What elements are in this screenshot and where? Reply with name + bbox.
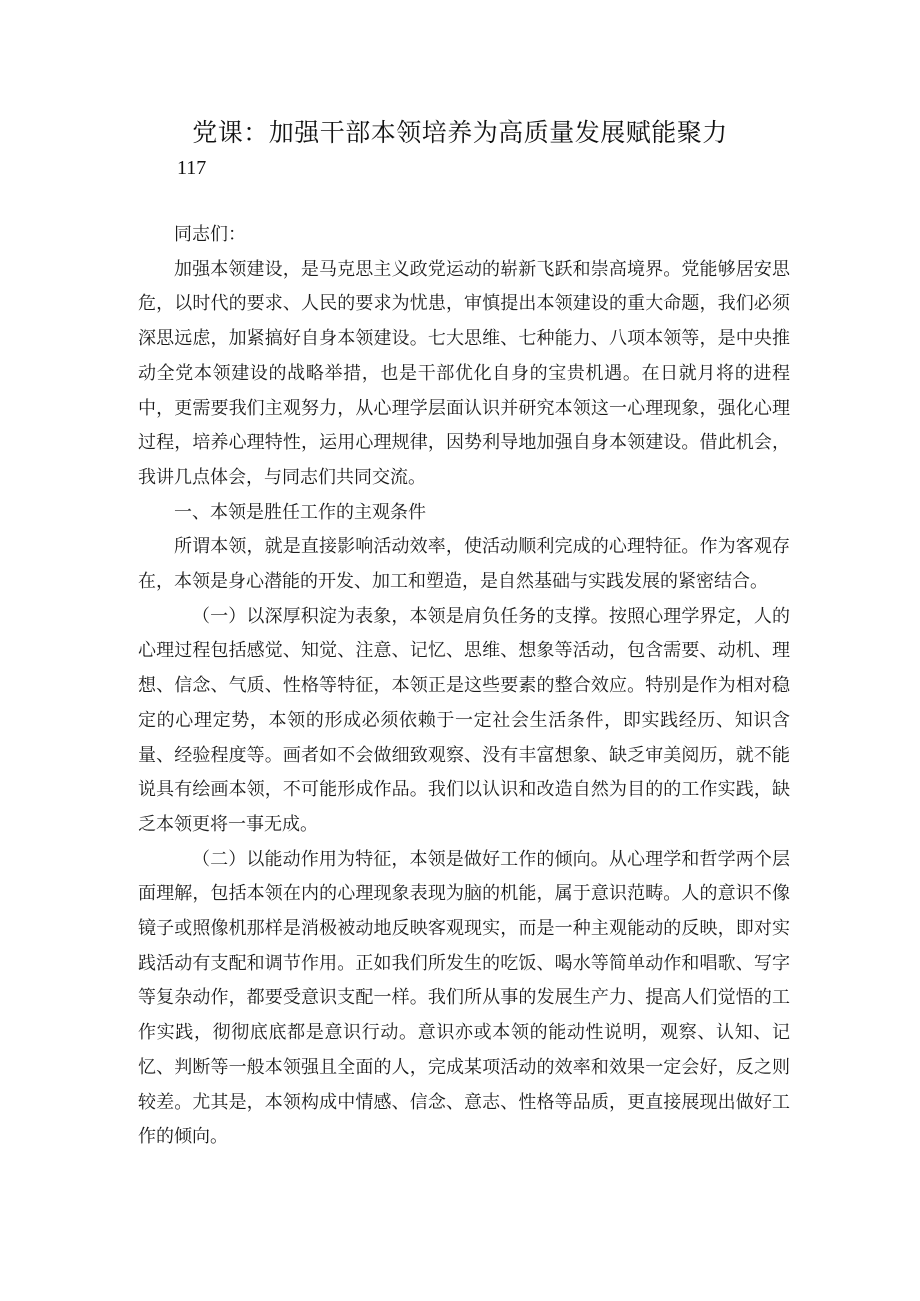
subsection-1: （一）以深厚积淀为表象，本领是肩负任务的支撑。按照心理学界定，人的心理过程包括感觉、知觉、注意、记忆、思维、想象等活动，包含需要、动机、理想、信念、气质、性格等特征，本领正是这些要素的整合效应。特别是作为相对稳定的心理定势，本领的形成必须依赖于一定社会生活条件，即实践经历、知识含量、经验程度等。画者如不会做细致观察、没有丰富想象、缺乏审美阅历，就不能说具有绘画本领，不可能形成作品。我们以认识和改造自然为目的的工作实践，缺乏本领更将一事无成。: [138, 605, 790, 835]
paragraph-intro: 加强本领建设，是马克思主义政党运动的崭新飞跃和崇高境界。党能够居安思危，以时代的要求、人民的要求为忧患，审慎提出本领建设的重大命题，我们必须深思远虑，加紧搞好自身本领建设。七大思维、七种能力、八项本领等，是中央推动全党本领建设的战略举措，也是干部优化自身的宝贵机遇。在日就月将的进程中，更需要我们主观努力，从心理学层面认识并研究本领这一心理现象，强化心理过程，培养心理特性，运用心理规律，因势利导地加强自身本领建设。借此机会，我讲几点体会，与同志们共同交流。: [138, 258, 790, 488]
subsection-2: （二）以能动作用为特征，本领是做好工作的倾向。从心理学和哲学两个层面理解，包括本领在内的心理现象表现为脑的机能，属于意识范畴。人的意识不像镜子或照像机那样是消极被动地反映客观现实，而是一种主观能动的反映，即对实践活动有支配和调节作用。正如我们所发生的吃饭、喝水等简单动作和唱歌、写字等复杂动作，都要受意识支配一样。我们所从事的发展生产力、提高人们觉悟的工作实践，彻彻底底都是意识行动。意识亦或本领的能动性说明，观察、认知、记忆、判断等一般本领强且全面的人，完成某项活动的效率和效果一定会好，反之则较差。尤其是，本领构成中情感、信念、意志、性格等品质，更直接展现出做好工作的倾向。: [138, 848, 790, 1148]
document-title: 党课：加强干部本领培养为高质量发展赋能聚力: [192, 118, 728, 147]
page-number: 117: [177, 157, 207, 179]
paragraph-definition: 所谓本领，就是直接影响活动效率，使活动顺利完成的心理特征。作为客观存在，本领是身心潜能的开发、加工和塑造，是自然基础与实践发展的紧密结合。: [138, 536, 790, 593]
salutation: 同志们：: [174, 224, 246, 245]
section-heading-1: 一、本领是胜任工作的主观条件: [174, 501, 426, 523]
document-body: [138, 218, 790, 1155]
